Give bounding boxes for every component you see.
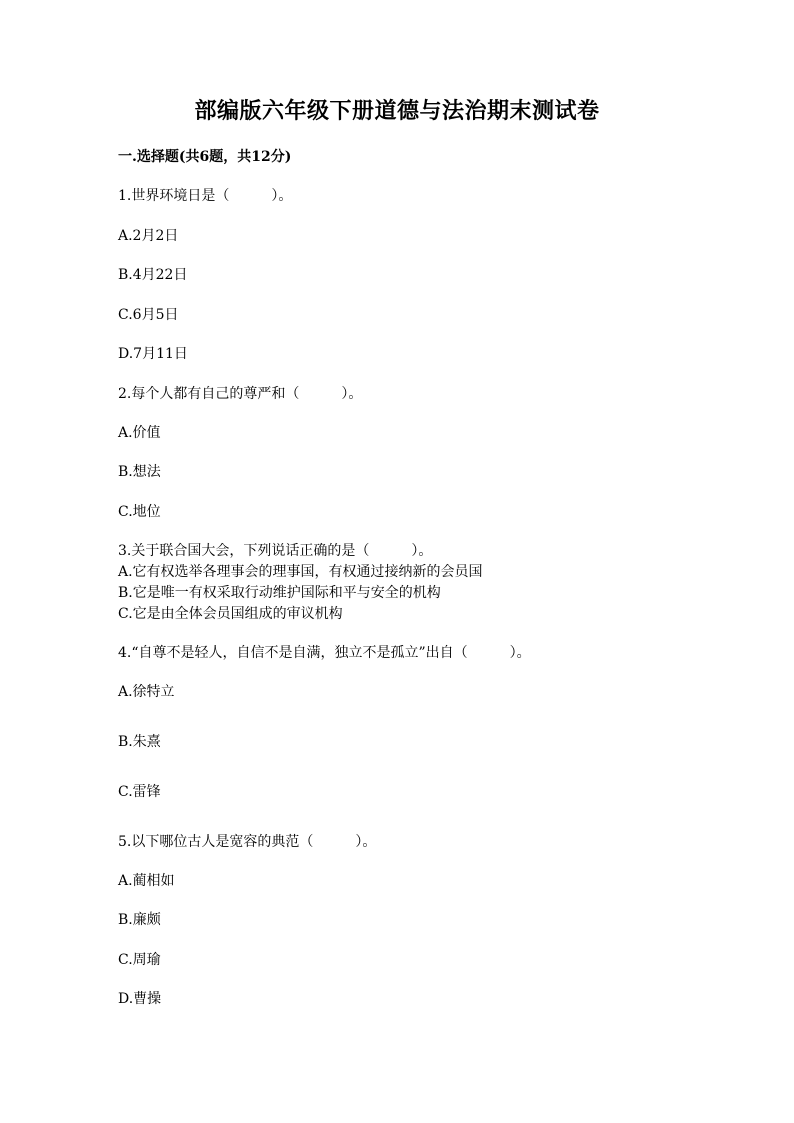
question-4-option-c: C.雷锋 [118, 784, 161, 800]
page-title: 部编版六年级下册道德与法治期末测试卷 [194, 98, 600, 124]
question-4-option-b: B.朱熹 [118, 734, 161, 750]
question-5-option-d: D.曹操 [118, 991, 162, 1007]
question-1-option-d: D.7月11日 [118, 346, 188, 362]
question-3-option-c: C.它是由全体会员国组成的审议机构 [118, 606, 343, 622]
question-1-stem: 1.世界环境日是（ ）。 [118, 188, 293, 204]
question-5-stem: 5.以下哪位古人是宽容的典范（ ）。 [118, 834, 377, 850]
question-2-option-c: C.地位 [118, 504, 161, 520]
question-5-option-a: A.蔺相如 [118, 873, 175, 889]
question-1-option-a: A.2月2日 [118, 228, 179, 244]
question-4-option-a: A.徐特立 [118, 684, 175, 700]
question-5-option-c: C.周瑜 [118, 952, 161, 968]
question-2-option-a: A.价值 [118, 425, 161, 441]
question-1-option-b: B.4月22日 [118, 267, 188, 283]
question-2-stem: 2.每个人都有自己的尊严和（ ）。 [118, 386, 363, 402]
question-5-option-b: B.廉颇 [118, 912, 161, 928]
question-3-option-b: B.它是唯一有权采取行动维护国际和平与安全的机构 [118, 585, 441, 601]
question-2-option-b: B.想法 [118, 464, 161, 480]
question-1-option-c: C.6月5日 [118, 307, 179, 323]
question-3-option-a: A.它有权选举各理事会的理事国，有权通过接纳新的会员国 [118, 564, 483, 580]
question-3-stem: 3.关于联合国大会，下列说话正确的是（ ）。 [118, 543, 433, 559]
section-heading: 一.选择题(共6题，共12分) [118, 149, 292, 165]
question-4-stem: 4.“自尊不是轻人，自信不是自满，独立不是孤立”出自（ ）。 [118, 645, 531, 661]
